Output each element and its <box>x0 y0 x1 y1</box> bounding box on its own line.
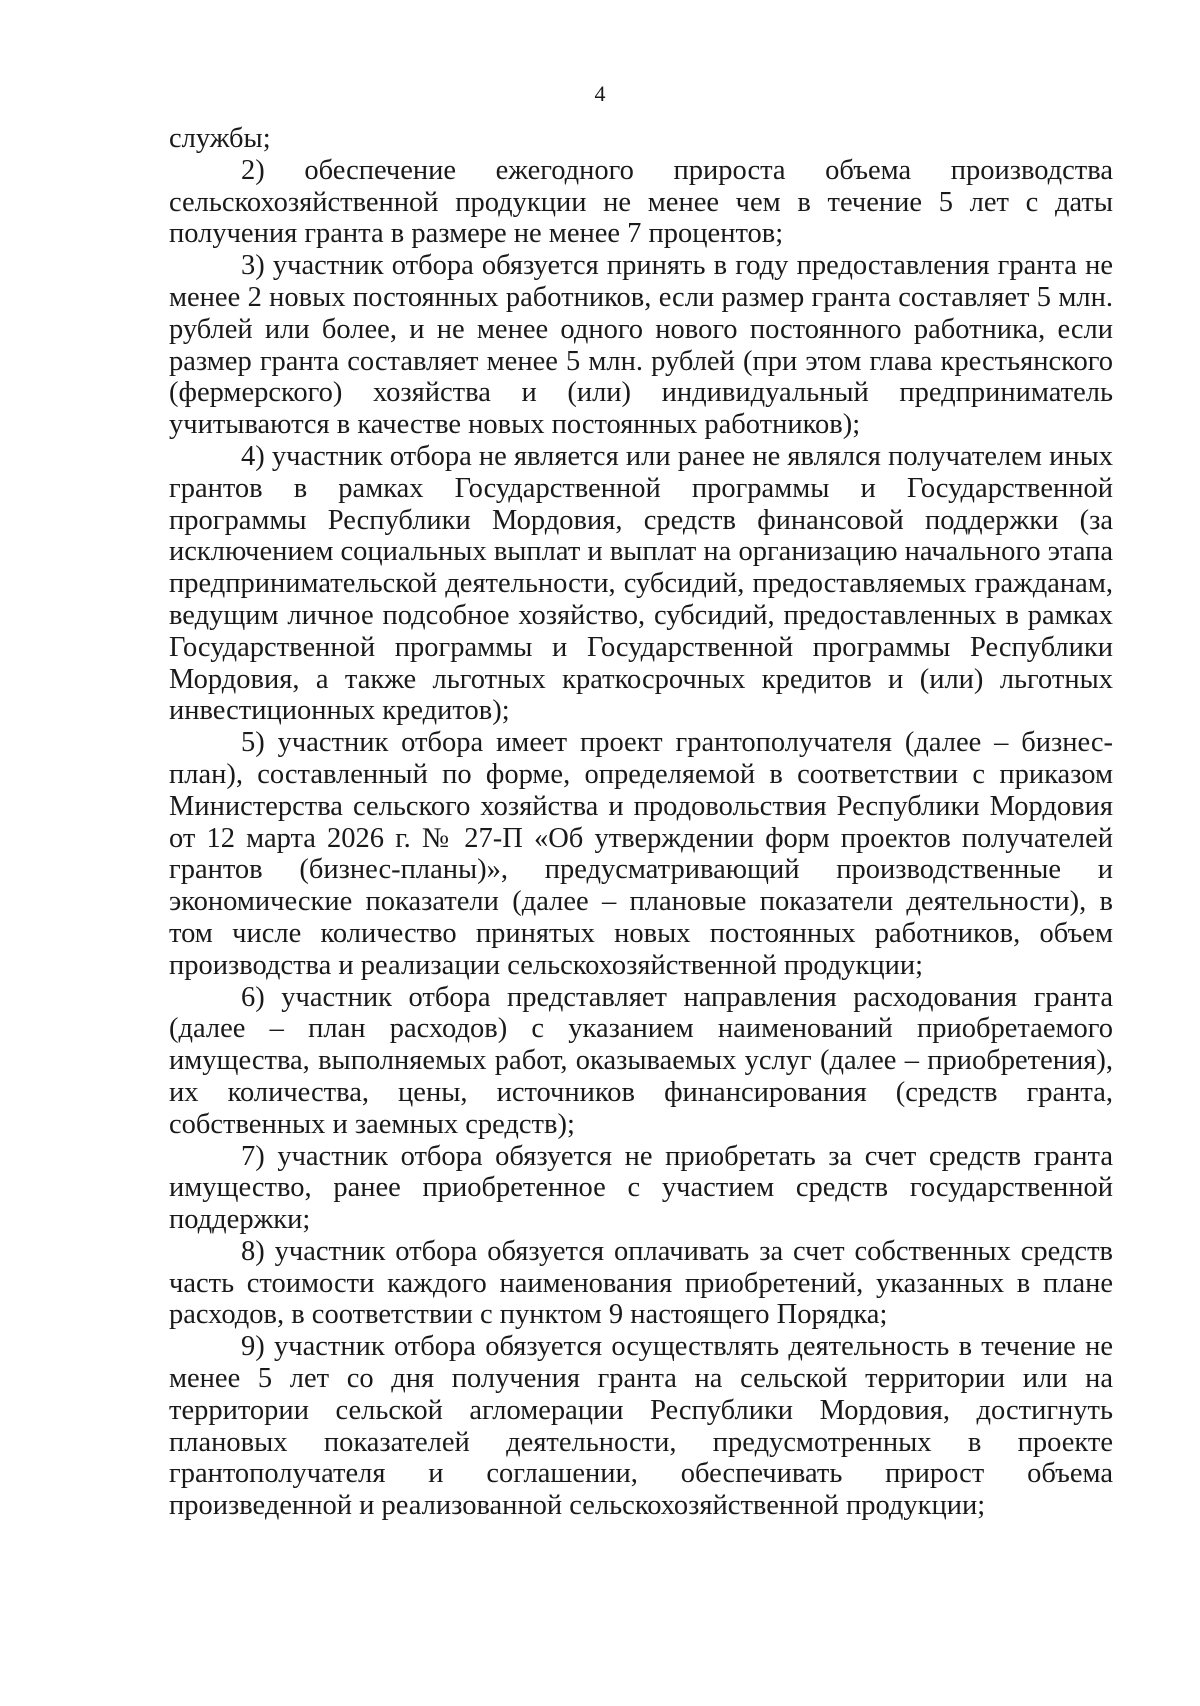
document-body <box>169 123 1113 1522</box>
paragraph-item-8: 8) участник отбора обязуется оплачивать за счет собственных средств часть стоимости каждого наименования приобретений, указанных в плане расходов, в соответствии с пунктом 9 настоящего Порядка; <box>169 1235 1113 1331</box>
paragraph-item-7: 7) участник отбора обязуется не приобретать за счет средств гранта имущество, ранее приобретенное с участием средств государственной поддержки; <box>169 1140 1113 1236</box>
paragraph-continuation: службы; <box>169 123 271 154</box>
paragraph-item-6: 6) участник отбора представляет направления расходования гранта (далее – план расходов) с указанием наименований приобретаемого имущества, выполняемых работ, оказываемых услуг (далее – приобретения), их количества, цены, источников финансирования (средств гранта, собственных и заемных средств); <box>169 981 1113 1140</box>
page-number: 4 <box>594 81 606 106</box>
paragraph-item-3: 3) участник отбора обязуется принять в году предоставления гранта не менее 2 новых постоянных работников, если размер гранта составляет 5 млн. рублей или более, и не менее одного нового постоянного работника, если размер гранта составляет менее 5 млн. рублей (при этом глава крестьянского (фермерского) хозяйства и (или) индивидуальный предприниматель учитываются в качестве новых постоянных работников); <box>169 250 1113 441</box>
paragraph-item-9: 9) участник отбора обязуется осуществлять деятельность в течение не менее 5 лет со дня получения гранта на сельской территории или на территории сельской агломерации Республики Мордовия, достигнуть плановых показателей деятельности, предусмотренных в проекте грантополучателя и соглашении, обеспечивать прирост объема произведенной и реализованной сельскохозяйственной продукции; <box>169 1331 1113 1522</box>
paragraph-item-5: 5) участник отбора имеет проект грантополучателя (далее – бизнес-план), составленный по форме, определяемой в соответствии с приказом Министерства сельского хозяйства и продовольствия Республики Мордовия от 12 марта 2026 г. № 27-П «Об утверждении форм проектов получателей грантов (бизнес-планы)», предусматривающий производственные и экономические показатели (далее – плановые показатели деятельности), в том числе количество принятых новых постоянных работников, объем производства и реализации сельскохозяйственной продукции; <box>169 727 1113 981</box>
paragraph-item-2: 2) обеспечение ежегодного прироста объема производства сельскохозяйственной продукции не менее чем в течение 5 лет с даты получения гранта в размере не менее 7 процентов; <box>169 154 1113 250</box>
paragraph-item-4: 4) участник отбора не является или ранее не являлся получателем иных грантов в рамках Государственной программы и Государственной программы Республики Мордовия, средств финансовой поддержки (за исключением социальных выплат и выплат на организацию начального этапа предпринимательской деятельности, субсидий, предоставляемых гражданам, ведущим личное подсобное хозяйство, субсидий, предоставленных в рамках Государственной программы и Государственной программы Республики Мордовия, а также льготных краткосрочных кредитов и (или) льготных инвестиционных кредитов); <box>169 440 1113 727</box>
